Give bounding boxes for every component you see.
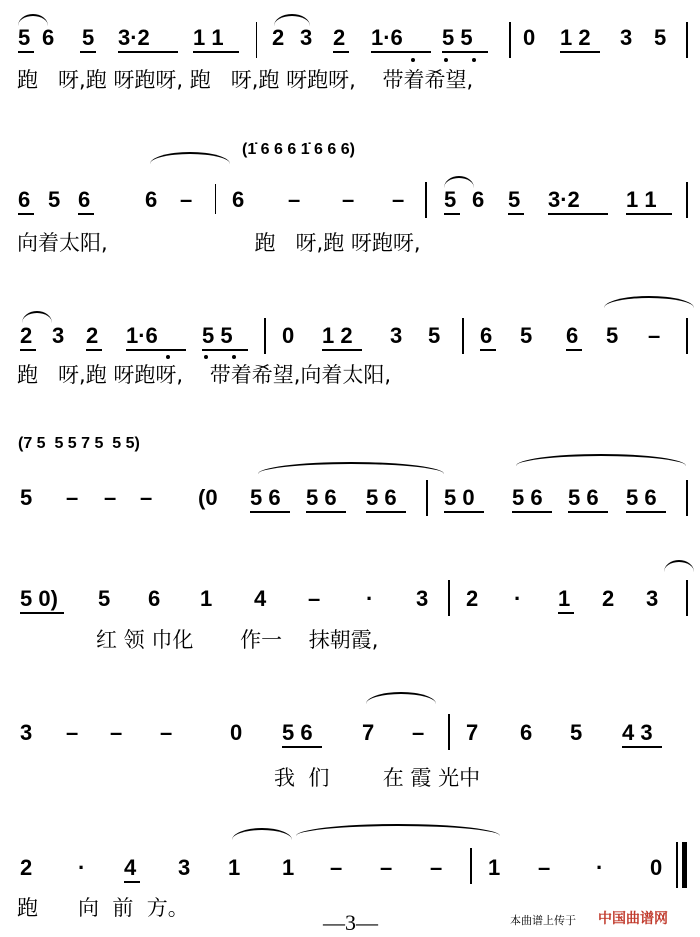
underline — [322, 349, 362, 351]
note: 6 — [232, 187, 245, 212]
note: 5 — [570, 720, 583, 745]
dash: – — [430, 855, 443, 880]
note: 5 — [606, 323, 619, 348]
low-dot — [444, 58, 448, 62]
note: 6 — [472, 187, 485, 212]
note: 3 — [178, 855, 191, 880]
barline — [686, 480, 688, 516]
note: 3 — [620, 25, 633, 50]
note: 1 1 — [626, 187, 657, 212]
barline — [509, 22, 511, 58]
low-dot — [411, 58, 415, 62]
note: 2 — [466, 586, 479, 611]
final-barline-thick — [682, 842, 687, 888]
lyrics-line: 跑 向 前 方。 — [17, 896, 189, 920]
note: 6 — [566, 323, 579, 348]
underline — [566, 349, 582, 351]
note: 3·2 — [548, 187, 580, 212]
underline — [444, 511, 484, 513]
dash: – — [66, 720, 79, 745]
page-number: —3— — [323, 910, 378, 935]
dash: – — [110, 720, 123, 745]
site-logo[interactable]: 中国曲谱网 — [598, 911, 668, 927]
underline — [622, 746, 662, 748]
note: 5 6 — [250, 485, 281, 510]
note: 5 5 — [202, 323, 233, 348]
footer-text: 本曲谱上传于 — [510, 914, 576, 927]
note: 3 — [300, 25, 313, 50]
note: 0 — [650, 855, 663, 880]
note: 5 0) — [20, 586, 58, 611]
slur — [274, 14, 310, 26]
low-dot — [204, 355, 208, 359]
note: 1 — [282, 855, 295, 880]
underline — [548, 213, 608, 215]
tie — [516, 454, 686, 466]
underline — [442, 51, 488, 53]
tie — [664, 560, 694, 572]
barline — [264, 318, 266, 354]
lyrics-line: 跑 呀,跑 呀跑呀, 跑 呀,跑 呀跑呀, 带着希望, — [17, 68, 474, 92]
dash: – — [140, 485, 153, 510]
underline — [444, 213, 460, 215]
underline — [626, 213, 672, 215]
dash: – — [648, 323, 661, 348]
underline — [560, 51, 600, 53]
note: 1 — [228, 855, 241, 880]
slur — [22, 311, 52, 323]
underline — [512, 511, 552, 513]
underline — [333, 51, 349, 53]
slur — [18, 14, 48, 26]
note: 2 — [86, 323, 99, 348]
tie — [150, 152, 230, 164]
note: 5 — [428, 323, 441, 348]
note: 5 6 — [282, 720, 313, 745]
barline — [426, 480, 428, 516]
lyrics-line: 我 们 在 霞 光中 — [274, 766, 481, 790]
note: 3 — [416, 586, 429, 611]
note: 5 — [98, 586, 111, 611]
note: 1 — [558, 586, 571, 611]
underline — [282, 746, 322, 748]
dash: – — [380, 855, 393, 880]
slur — [444, 176, 474, 188]
barline — [462, 318, 464, 354]
underline — [250, 511, 290, 513]
note: 5 — [520, 323, 533, 348]
note: 4 — [254, 586, 267, 611]
barline — [256, 22, 257, 58]
note: 6 — [78, 187, 91, 212]
note: 1 2 — [560, 25, 591, 50]
note: 2 — [602, 586, 615, 611]
underline — [78, 213, 94, 215]
barline — [448, 714, 450, 750]
underline — [20, 612, 64, 614]
barline — [686, 182, 688, 218]
barline — [686, 318, 688, 354]
note: 5 6 — [366, 485, 397, 510]
note: 3·2 — [118, 25, 150, 50]
underline — [626, 511, 666, 513]
note: 5 — [20, 485, 33, 510]
underline — [366, 511, 406, 513]
note: 5 6 — [568, 485, 599, 510]
bracket-notes: (1̇ 6 6 6 1̇ 6 6 6) — [242, 141, 355, 158]
dash: – — [330, 855, 343, 880]
note: 3 — [52, 323, 65, 348]
note: 1·6 — [371, 25, 403, 50]
dot: · — [366, 586, 374, 611]
dash: – — [104, 485, 117, 510]
note: 7 — [362, 720, 375, 745]
underline — [18, 51, 34, 53]
low-dot — [232, 355, 236, 359]
underline — [80, 51, 96, 53]
lyrics-line: 红 领 巾化 作一 抹朝霞, — [96, 628, 379, 652]
barline — [425, 182, 427, 218]
dash: – — [288, 187, 301, 212]
note: 2 — [272, 25, 285, 50]
note: 1 — [488, 855, 501, 880]
underline — [20, 349, 36, 351]
note: 7 — [466, 720, 479, 745]
note: 5 — [48, 187, 61, 212]
tie — [296, 824, 500, 836]
note: 5 — [82, 25, 95, 50]
note: 3 — [390, 323, 403, 348]
final-barline-thin — [676, 842, 678, 888]
dash: – — [308, 586, 321, 611]
note: 5 — [444, 187, 457, 212]
note: 3 — [646, 586, 659, 611]
low-dot — [166, 355, 170, 359]
underline — [371, 51, 431, 53]
underline — [202, 349, 248, 351]
note: 6 — [18, 187, 31, 212]
underline — [306, 511, 346, 513]
tie — [258, 462, 444, 474]
note: 6 — [148, 586, 161, 611]
underline — [568, 511, 608, 513]
underline — [508, 213, 524, 215]
note: 5 6 — [306, 485, 337, 510]
note: 4 3 — [622, 720, 653, 745]
note: 6 — [520, 720, 533, 745]
note: 5 6 — [626, 485, 657, 510]
note: 2 — [333, 25, 346, 50]
tie — [604, 296, 694, 308]
note: 1 1 — [193, 25, 224, 50]
note: 0 — [523, 25, 536, 50]
low-dot — [472, 58, 476, 62]
barline — [215, 184, 216, 214]
dot: · — [78, 855, 86, 880]
note: 2 — [20, 855, 33, 880]
note: 1·6 — [126, 323, 158, 348]
underline — [124, 881, 140, 883]
note: 5 6 — [512, 485, 543, 510]
note: 1 2 — [322, 323, 353, 348]
note: 6 — [480, 323, 493, 348]
dot: · — [596, 855, 604, 880]
note: 0 — [282, 323, 295, 348]
underline — [126, 349, 186, 351]
tie — [232, 828, 292, 840]
note: 5 — [508, 187, 521, 212]
note: 5 — [654, 25, 667, 50]
note: 2 — [20, 323, 33, 348]
note: 5 — [18, 25, 31, 50]
note: 3 — [20, 720, 33, 745]
underline — [558, 612, 574, 614]
underline — [193, 51, 239, 53]
dash: – — [392, 187, 405, 212]
dash: – — [180, 187, 193, 212]
barline — [686, 580, 688, 616]
tie — [366, 692, 436, 704]
note: (0 — [198, 485, 218, 510]
note: 4 — [124, 855, 137, 880]
note: 6 — [42, 25, 55, 50]
underline — [18, 213, 34, 215]
lyrics-line: 向着太阳, 跑 呀,跑 呀跑呀, — [17, 231, 421, 255]
note: 6 — [145, 187, 158, 212]
dash: – — [342, 187, 355, 212]
underline — [86, 349, 102, 351]
dash: – — [412, 720, 425, 745]
barline — [686, 22, 688, 58]
note: 5 0 — [444, 485, 475, 510]
underline — [480, 349, 496, 351]
dot: · — [514, 586, 522, 611]
note: 0 — [230, 720, 243, 745]
dash: – — [160, 720, 173, 745]
lyrics-line: 跑 呀,跑 呀跑呀, 带着希望,向着太阳, — [17, 363, 392, 387]
bracket-notes: (7 5 5 5 7 5 5 5) — [18, 435, 140, 452]
note: 5 5 — [442, 25, 473, 50]
note: 1 — [200, 586, 213, 611]
barline — [470, 848, 472, 884]
barline — [448, 580, 450, 616]
underline — [118, 51, 178, 53]
dash: – — [538, 855, 551, 880]
dash: – — [66, 485, 79, 510]
